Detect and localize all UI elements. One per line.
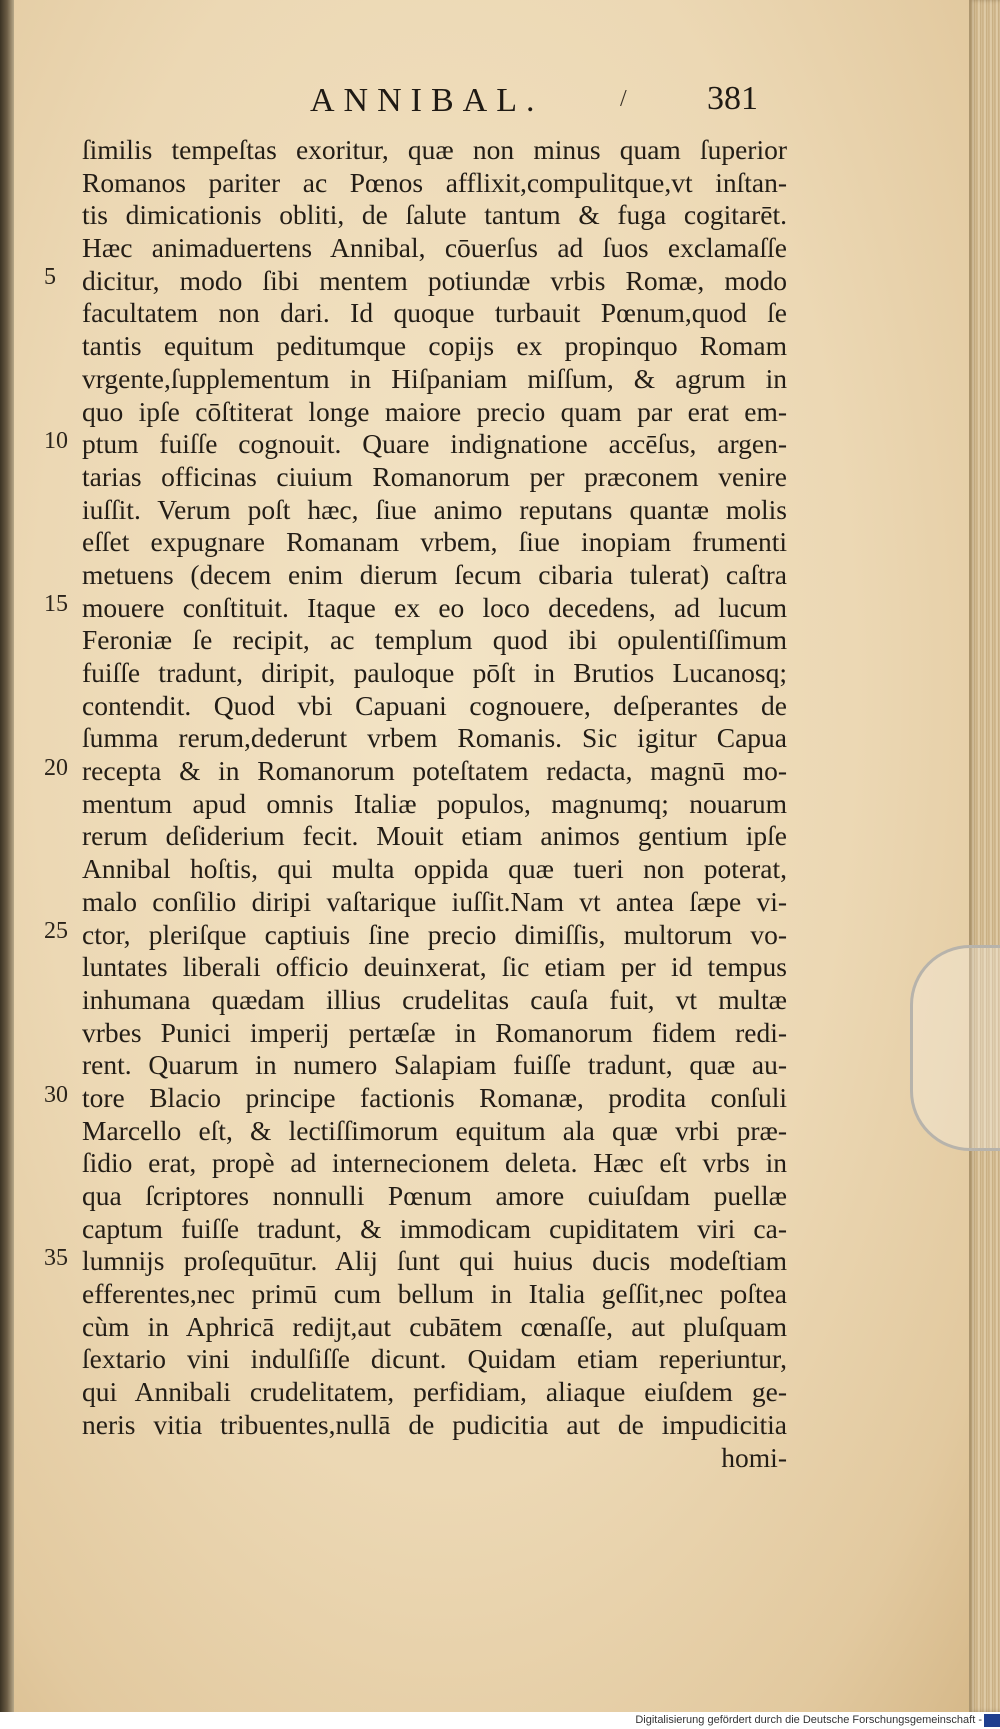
text-line: tore Blacio principe factionis Romanæ, prodita conſuli <box>82 1081 787 1113</box>
text-line: dicitur, modo ſibi mentem potiundæ vrbis Romæ, modo <box>82 264 787 296</box>
text-line: cùm in Aphricā redijt,aut cubātem cœnaſſe, aut pluſquam <box>82 1310 787 1342</box>
text-line: quo ipſe cōſtiterat longe maiore precio quam par erat em- <box>82 395 787 427</box>
book-page <box>14 0 969 1712</box>
text-line: efferentes,nec primū cum bellum in Italia geſſit,nec poſtea <box>82 1278 787 1310</box>
text-line: mouere conſtituit. Itaque ex eo loco decedens, ad lucum <box>82 591 787 623</box>
text-line: rerum deſiderium fecit. Mouit etiam animos gentium ipſe <box>82 820 787 852</box>
text-line: iuſſit. Verum poſt hæc, ſiue animo reputans quantæ molis <box>82 493 787 525</box>
line-number: 20 <box>44 755 68 781</box>
text-line: metuens (decem enim dierum ſecum cibaria tulerat) caſtra <box>82 558 787 590</box>
page-number: 381 <box>707 80 758 117</box>
book-gutter <box>0 0 14 1715</box>
text-line: ſimilis tempeſtas exoritur, quæ non minus quam ſuperior <box>82 134 787 165</box>
text-line: tis dimicationis obliti, de ſalute tantum & fuga cogitarēt. <box>82 199 787 231</box>
text-line: tarias officinas ciuium Romanorum per præconem venire <box>82 460 787 492</box>
line-number: 10 <box>44 428 68 454</box>
text-line: Romanos pariter ac Pœnos afflixit,compulitque,vt inſtan- <box>82 166 787 198</box>
text-line: mentum apud omnis Italiæ populos, magnumq; nouarum <box>82 787 787 819</box>
dfg-logo-icon <box>984 1714 1000 1727</box>
text-line: ctor, pleriſque captiuis ſine precio dimiſſis, multorum vo- <box>82 918 787 950</box>
catchword: homi- <box>721 1441 787 1473</box>
text-line: contendit. Quod vbi Capuani cognouere, deſperantes de <box>82 689 787 721</box>
text-line: ſumma rerum,dederunt vrbem Romanis. Sic igitur Capua <box>82 722 787 754</box>
line-number: 15 <box>44 591 68 617</box>
digitization-footer <box>0 1712 1000 1729</box>
line-number: 35 <box>44 1245 68 1271</box>
text-line: luntates liberali officio deuinxerat, ſic etiam per id tempus <box>82 951 787 983</box>
line-number: 30 <box>44 1082 68 1108</box>
text-line: ptum fuiſſe cognouit. Quare indignatione accēſus, argen- <box>82 428 787 460</box>
text-line: Marcello eſt, & lectiſſimorum equitum ala quæ vrbi præ- <box>82 1114 787 1146</box>
text-line: captum fuiſſe tradunt, & immodicam cupiditatem viri ca- <box>82 1212 787 1244</box>
text-line: qui Annibali crudelitatem, perfidiam, aliaque eiuſdem ge- <box>82 1376 787 1408</box>
pen-mark: / <box>620 86 627 112</box>
text-line: ſextario vini indulſiſſe dicunt. Quidam etiam reperiuntur, <box>82 1343 787 1375</box>
text-line: neris vitia tribuentes,nullā de pudicitia aut de impudicitia <box>82 1408 787 1440</box>
text-line: malo conſilio diripi vaſtarique iuſſit.Nam vt antea ſæpe vi- <box>82 885 787 917</box>
text-line: lumnijs proſequūtur. Alij ſunt qui huius ducis modeſtiam <box>82 1245 787 1277</box>
text-line: rent. Quarum in numero Salapiam fuiſſe tradunt, quæ au- <box>82 1049 787 1081</box>
text-line: Hæc animaduertens Annibal, cōuerſus ad ſuos exclamaſſe <box>82 232 787 264</box>
text-line: eſſet expugnare Romanam vrbem, ſiue inopiam frumenti <box>82 526 787 558</box>
text-line: facultatem non dari. Id quoque turbauit Pœnum,quod ſe <box>82 297 787 329</box>
body-text <box>82 134 787 1474</box>
footer-credit: Digitalisierung gefördert durch die Deutsche Forschungsgemeinschaft - <box>635 1714 982 1726</box>
text-line: fuiſſe tradunt, diripit, pauloque pōſt in Brutios Lucanosq; <box>82 657 787 688</box>
running-title: ANNIBAL. <box>310 82 544 119</box>
page-clip-tab <box>910 945 1000 1151</box>
line-number: 5 <box>44 264 56 290</box>
text-line: qua ſcriptores nonnulli Pœnum amore cuiuſdam puellæ <box>82 1180 787 1211</box>
text-line: Feroniæ ſe recipit, ac templum quod ibi opulentiſſimum <box>82 624 787 656</box>
line-number: 25 <box>44 918 68 944</box>
text-line: ſidio erat, propè ad internecionem deleta. Hæc eſt vrbs in <box>82 1147 787 1179</box>
text-line: tantis equitum peditumque copijs ex propinquo Romam <box>82 330 787 362</box>
text-line: inhumana quædam illius crudelitas cauſa fuit, vt multæ <box>82 983 787 1015</box>
text-line: vrbes Punici imperij pertæſæ in Romanorum fidem redi- <box>82 1016 787 1048</box>
page-fore-edge <box>969 0 1000 1712</box>
text-line: recepta & in Romanorum poteſtatem redacta, magnū mo- <box>82 755 787 787</box>
text-line: vrgente,ſupplementum in Hiſpaniam miſſum, & agrum in <box>82 362 787 394</box>
text-line: Annibal hoſtis, qui multa oppida quæ tueri non poterat, <box>82 853 787 885</box>
